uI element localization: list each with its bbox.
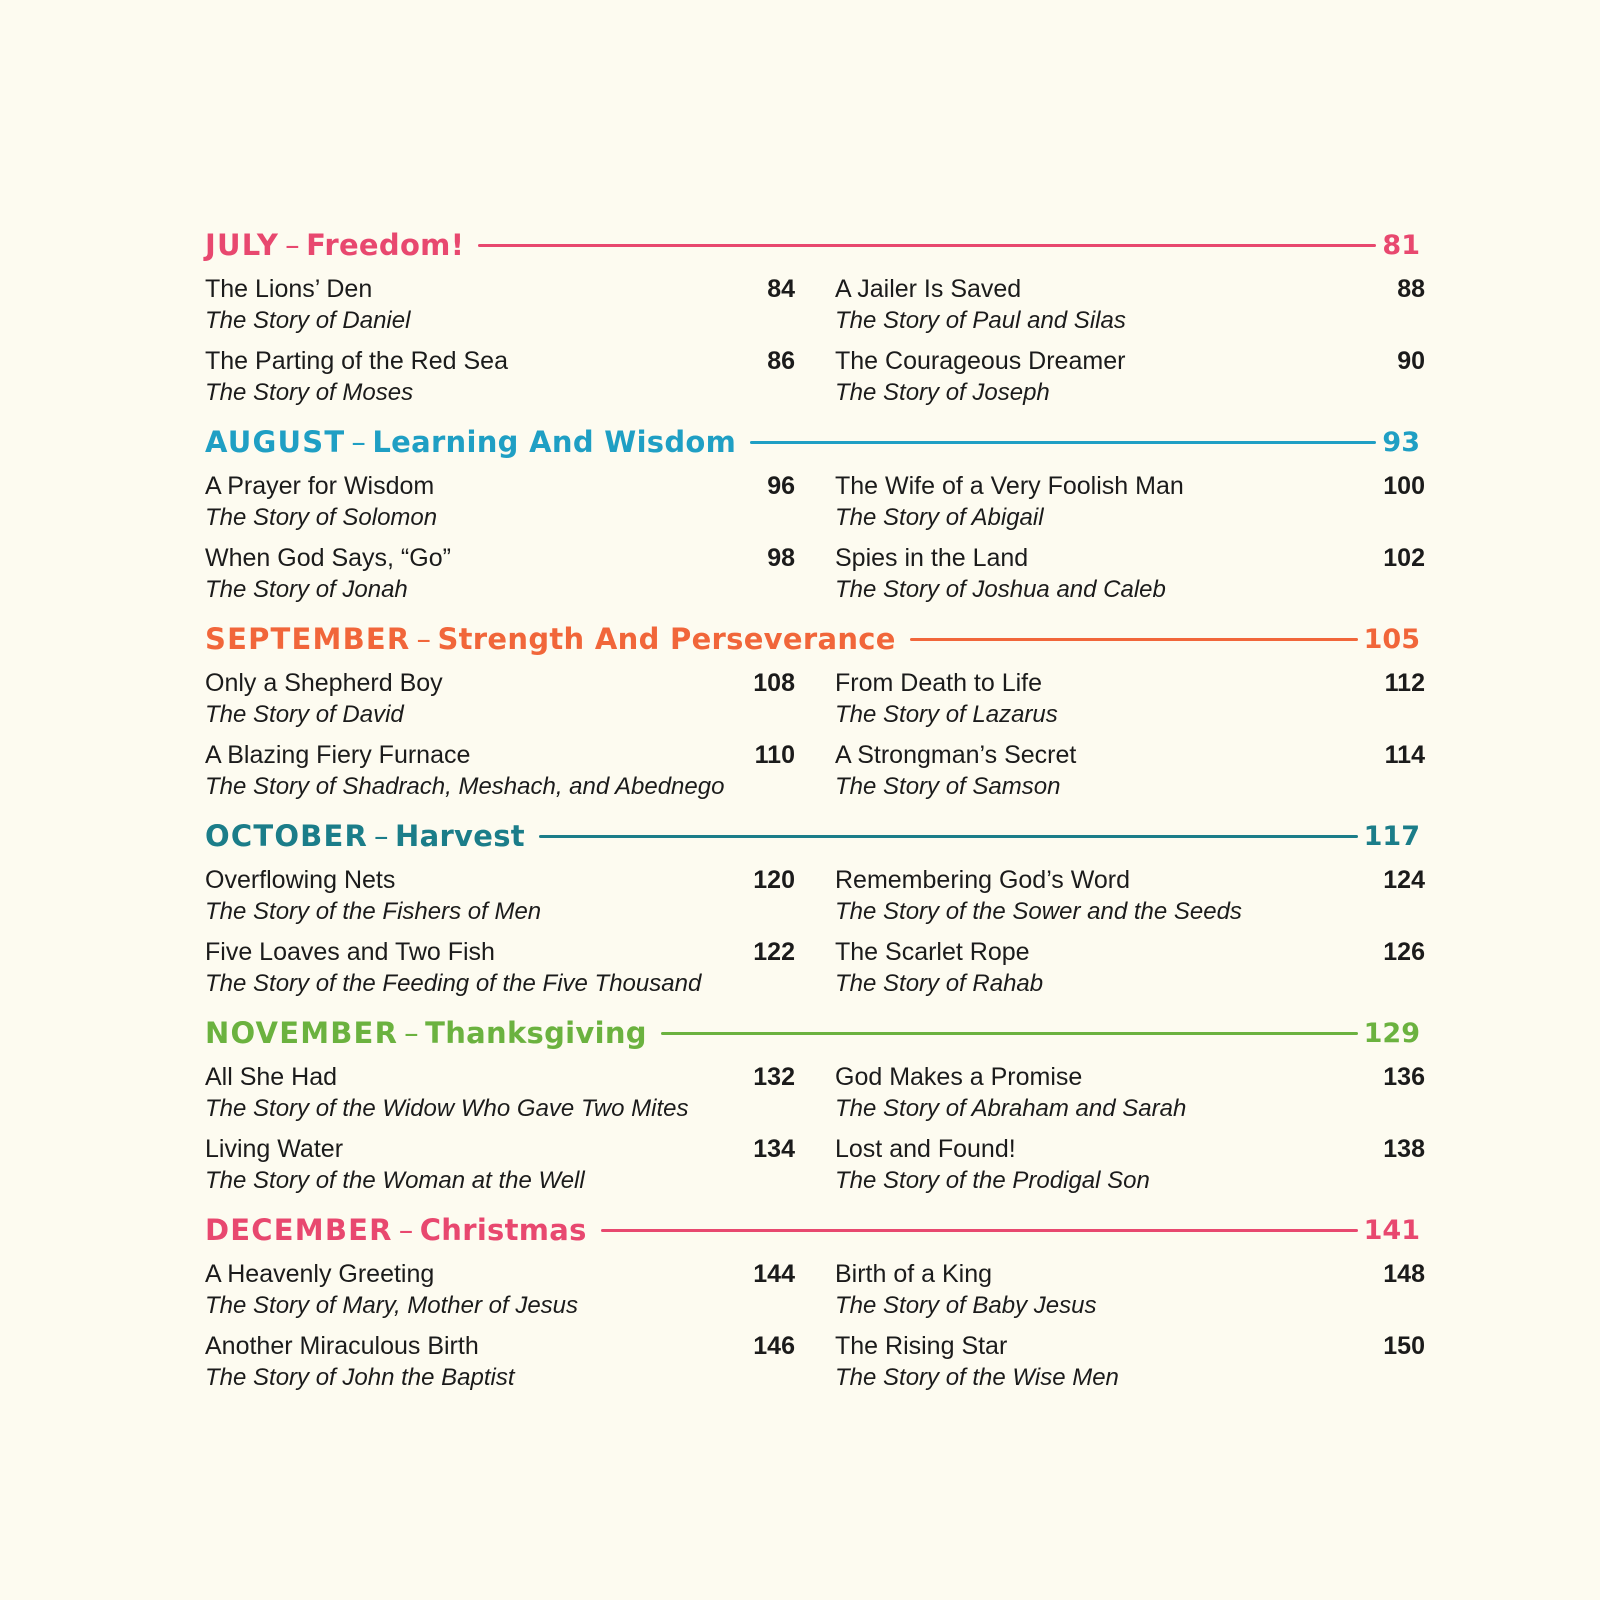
toc-entry-page: 124 (1383, 866, 1425, 894)
toc-entry-subtitle: The Story of Paul and Silas (835, 307, 1126, 334)
month-page-number: 117 (1363, 821, 1420, 852)
month-page-number: 129 (1363, 1018, 1420, 1049)
toc-entry-subtitle: The Story of the Woman at the Well (205, 1167, 585, 1194)
toc-entry-title: From Death to Life (835, 669, 1043, 697)
dot-leader (449, 692, 737, 693)
toc-entry-page: 132 (753, 1063, 795, 1091)
toc-entry-subtitle: The Story of Joseph (835, 379, 1050, 406)
toc-entry[interactable] (835, 472, 1425, 532)
toc-entry[interactable] (205, 866, 835, 926)
month-block (205, 425, 1425, 616)
month-block (205, 228, 1425, 419)
month-entries (205, 669, 1425, 813)
month-header[interactable] (205, 1215, 1420, 1246)
toc-entry-page: 114 (1384, 741, 1425, 769)
dot-leader (440, 1283, 737, 1284)
toc-entry-title: The Lions’ Den (205, 275, 373, 303)
month-title (205, 622, 896, 656)
months-list (205, 228, 1425, 1404)
month-name: OCTOBER (205, 819, 369, 853)
toc-entry-title: Overflowing Nets (205, 866, 396, 894)
dot-leader (1082, 764, 1367, 765)
toc-entry-title: A Blazing Fiery Furnace (205, 741, 471, 769)
month-header[interactable] (205, 230, 1420, 261)
month-dash: – (351, 425, 367, 459)
toc-entry-title: The Wife of a Very Foolish Man (835, 472, 1184, 500)
toc-entry[interactable] (835, 669, 1425, 729)
toc-entry-title: Remembering God’s Word (835, 866, 1131, 894)
dot-leader (1022, 1158, 1367, 1159)
dot-leader (501, 961, 737, 962)
toc-entry-subtitle: The Story of Lazarus (835, 701, 1058, 728)
toc-entry-page: 88 (1397, 275, 1425, 303)
toc-entry-subtitle: The Story of Mary, Mother of Jesus (205, 1292, 579, 1319)
toc-entry-line (835, 275, 1425, 304)
dot-leader (343, 1086, 737, 1087)
toc-entry-subtitle: The Story of the Wise Men (835, 1364, 1119, 1391)
toc-entry[interactable] (835, 1135, 1425, 1195)
month-theme: Learning And Wisdom (372, 425, 737, 459)
toc-entry-title: A Jailer Is Saved (835, 275, 1022, 303)
toc-entry[interactable] (205, 669, 835, 729)
toc-entry-title: Lost and Found! (835, 1135, 1016, 1163)
dot-leader (514, 370, 737, 371)
toc-entry-title: God Makes a Promise (835, 1063, 1083, 1091)
toc-entry[interactable] (835, 866, 1425, 926)
toc-entry[interactable] (205, 741, 835, 801)
toc-entry-line (205, 472, 795, 501)
toc-entry-line (835, 1332, 1425, 1361)
dot-leader (1036, 961, 1367, 962)
toc-entry-subtitle: The Story of Rahab (835, 970, 1044, 997)
month-dash: – (416, 622, 432, 656)
toc-entry-title: Five Loaves and Two Fish (205, 938, 495, 966)
month-theme: Christmas (419, 1213, 587, 1247)
toc-entry-page: 144 (753, 1260, 795, 1288)
month-rule (750, 441, 1376, 444)
toc-entry-line (205, 1332, 795, 1361)
toc-entry-line (835, 1063, 1425, 1092)
toc-entry-subtitle: The Story of the Widow Who Gave Two Mites (205, 1095, 689, 1122)
toc-entry-page: 148 (1383, 1260, 1425, 1288)
toc-entry-line (205, 1260, 795, 1289)
month-rule (601, 1229, 1358, 1232)
toc-entry-title: A Prayer for Wisdom (205, 472, 435, 500)
month-page-number: 93 (1382, 427, 1420, 458)
toc-entry-line (205, 275, 795, 304)
toc-entry-subtitle: The Story of Solomon (205, 504, 438, 531)
dot-leader (378, 298, 737, 299)
month-entries (205, 866, 1425, 1010)
toc-entry-subtitle: The Story of the Prodigal Son (835, 1167, 1150, 1194)
dot-leader (485, 1355, 737, 1356)
toc-entry-page: 84 (767, 275, 795, 303)
dot-leader (1190, 495, 1367, 496)
toc-entry-line (205, 669, 795, 698)
toc-entry[interactable] (835, 275, 1425, 335)
toc-entry-line (205, 544, 795, 573)
month-rule (478, 244, 1376, 247)
toc-entry-title: The Rising Star (835, 1332, 1008, 1360)
toc-entry[interactable] (835, 1332, 1425, 1392)
toc-entry-title: When God Says, “Go” (205, 544, 451, 572)
month-block (205, 1016, 1425, 1207)
toc-entry-line (835, 866, 1425, 895)
dot-leader (1088, 1086, 1367, 1087)
toc-entry-subtitle: The Story of John the Baptist (205, 1364, 515, 1391)
toc-entry-line (205, 1063, 795, 1092)
toc-entry-line (835, 938, 1425, 967)
month-title (205, 228, 465, 262)
toc-entry-subtitle: The Story of the Sower and the Seeds (835, 898, 1242, 925)
month-rule (539, 835, 1358, 838)
month-dash: – (285, 228, 301, 262)
month-title (205, 819, 525, 853)
month-rule (910, 638, 1358, 641)
toc-entry-subtitle: The Story of the Fishers of Men (205, 898, 542, 925)
toc-entry[interactable] (835, 347, 1425, 407)
dot-leader (457, 567, 737, 568)
month-header[interactable] (205, 624, 1420, 655)
dot-leader (1131, 370, 1367, 371)
toc-entry-page: 122 (753, 938, 795, 966)
toc-entry-page: 126 (1383, 938, 1425, 966)
month-entries (205, 275, 1425, 419)
toc-entry-subtitle: The Story of Jonah (205, 576, 408, 603)
month-theme: Strength And Perseverance (437, 622, 896, 656)
toc-entry[interactable] (205, 544, 835, 604)
month-theme: Freedom! (306, 228, 465, 262)
toc-entry-subtitle: The Story of Samson (835, 773, 1061, 800)
month-name: SEPTEMBER (205, 622, 411, 656)
month-header[interactable] (205, 1018, 1420, 1049)
month-dash: – (398, 1213, 414, 1247)
dot-leader (1034, 567, 1367, 568)
toc-entry-subtitle: The Story of Abigail (835, 504, 1044, 531)
toc-entry-subtitle: The Story of Shadrach, Meshach, and Abednego (205, 773, 725, 800)
toc-entry[interactable] (835, 1260, 1425, 1320)
toc-entry[interactable] (205, 1332, 835, 1392)
month-page-number: 81 (1382, 230, 1420, 261)
toc-entry[interactable] (205, 275, 835, 335)
toc-entry-page: 90 (1397, 347, 1425, 375)
toc-entry-page: 96 (767, 472, 795, 500)
month-page-number: 105 (1363, 624, 1420, 655)
toc-entry-subtitle: The Story of Joshua and Caleb (835, 576, 1166, 603)
toc-entry-title: The Parting of the Red Sea (205, 347, 508, 375)
toc-entry-title: Living Water (205, 1135, 344, 1163)
toc-entry[interactable] (205, 938, 835, 998)
toc-entry-title: A Heavenly Greeting (205, 1260, 435, 1288)
toc-entry-title: Birth of a King (835, 1260, 993, 1288)
dot-leader (1048, 692, 1367, 693)
toc-entry-line (205, 741, 795, 770)
month-entries (205, 1063, 1425, 1207)
toc-entry-line (835, 347, 1425, 376)
dot-leader (1013, 1355, 1367, 1356)
month-entries (205, 472, 1425, 616)
dot-leader (476, 764, 737, 765)
dot-leader (401, 889, 737, 890)
month-name: AUGUST (205, 425, 346, 459)
toc-entry-page: 146 (753, 1332, 795, 1360)
month-theme: Thanksgiving (425, 1016, 647, 1050)
month-header[interactable] (205, 427, 1420, 458)
toc-entry-page: 98 (767, 544, 795, 572)
toc-entry-line (835, 741, 1425, 770)
dot-leader (349, 1158, 737, 1159)
toc-entry-title: All She Had (205, 1063, 338, 1091)
toc-entry[interactable] (205, 1063, 835, 1123)
toc-entry-title: The Scarlet Rope (835, 938, 1030, 966)
month-title (205, 1213, 587, 1247)
toc-entry-line (205, 1135, 795, 1164)
month-header[interactable] (205, 821, 1420, 852)
toc-entry-line (835, 669, 1425, 698)
toc-entry-line (205, 866, 795, 895)
dot-leader (998, 1283, 1367, 1284)
month-rule (661, 1032, 1358, 1035)
month-name: DECEMBER (205, 1213, 393, 1247)
toc-entry-line (835, 1135, 1425, 1164)
toc-entry-page: 134 (753, 1135, 795, 1163)
toc-entry-page: 136 (1383, 1063, 1425, 1091)
month-name: JULY (205, 228, 280, 262)
toc-entry-page: 100 (1383, 472, 1425, 500)
month-name: NOVEMBER (205, 1016, 399, 1050)
toc-entry-subtitle: The Story of Daniel (205, 307, 411, 334)
toc-entry-subtitle: The Story of Moses (205, 379, 414, 406)
toc-entry[interactable] (835, 1063, 1425, 1123)
toc-entry-line (205, 347, 795, 376)
toc-entry[interactable] (205, 347, 835, 407)
toc-entry-title: A Strongman’s Secret (835, 741, 1077, 769)
toc-entry-title: The Courageous Dreamer (835, 347, 1126, 375)
month-dash: – (404, 1016, 420, 1050)
month-entries (205, 1260, 1425, 1404)
toc-entry[interactable] (205, 1260, 835, 1320)
toc-entry-line (205, 938, 795, 967)
toc-entry[interactable] (835, 544, 1425, 604)
toc-entry[interactable] (835, 938, 1425, 998)
toc-entry-title: Another Miraculous Birth (205, 1332, 479, 1360)
month-block (205, 1213, 1425, 1404)
toc-entry-page: 150 (1383, 1332, 1425, 1360)
month-page-number: 141 (1363, 1215, 1420, 1246)
month-title (205, 425, 737, 459)
toc-entry-subtitle: The Story of Baby Jesus (835, 1292, 1097, 1319)
toc-entry-title: Only a Shepherd Boy (205, 669, 443, 697)
dot-leader (1136, 889, 1367, 890)
month-title (205, 1016, 647, 1050)
toc-entry-page: 102 (1383, 544, 1425, 572)
toc-entry-page: 112 (1384, 669, 1425, 697)
toc-entry-line (835, 1260, 1425, 1289)
month-block (205, 622, 1425, 813)
toc-entry-subtitle: The Story of Abraham and Sarah (835, 1095, 1187, 1122)
month-dash: – (374, 819, 390, 853)
toc-entry-page: 86 (767, 347, 795, 375)
toc-entry-title: Spies in the Land (835, 544, 1029, 572)
toc-entry[interactable] (205, 472, 835, 532)
dot-leader (440, 495, 737, 496)
toc-entry-line (835, 472, 1425, 501)
toc-entry-page: 110 (754, 741, 795, 769)
dot-leader (1027, 298, 1367, 299)
month-block (205, 819, 1425, 1010)
toc-entry-subtitle: The Story of David (205, 701, 404, 728)
toc-entry-page: 138 (1383, 1135, 1425, 1163)
toc-entry-subtitle: The Story of the Feeding of the Five Thousand (205, 970, 702, 997)
toc-entry[interactable] (205, 1135, 835, 1195)
toc-entry-page: 108 (753, 669, 795, 697)
month-theme: Harvest (395, 819, 525, 853)
toc-entry-line (835, 544, 1425, 573)
toc-entry-page: 120 (753, 866, 795, 894)
toc-entry[interactable] (835, 741, 1425, 801)
